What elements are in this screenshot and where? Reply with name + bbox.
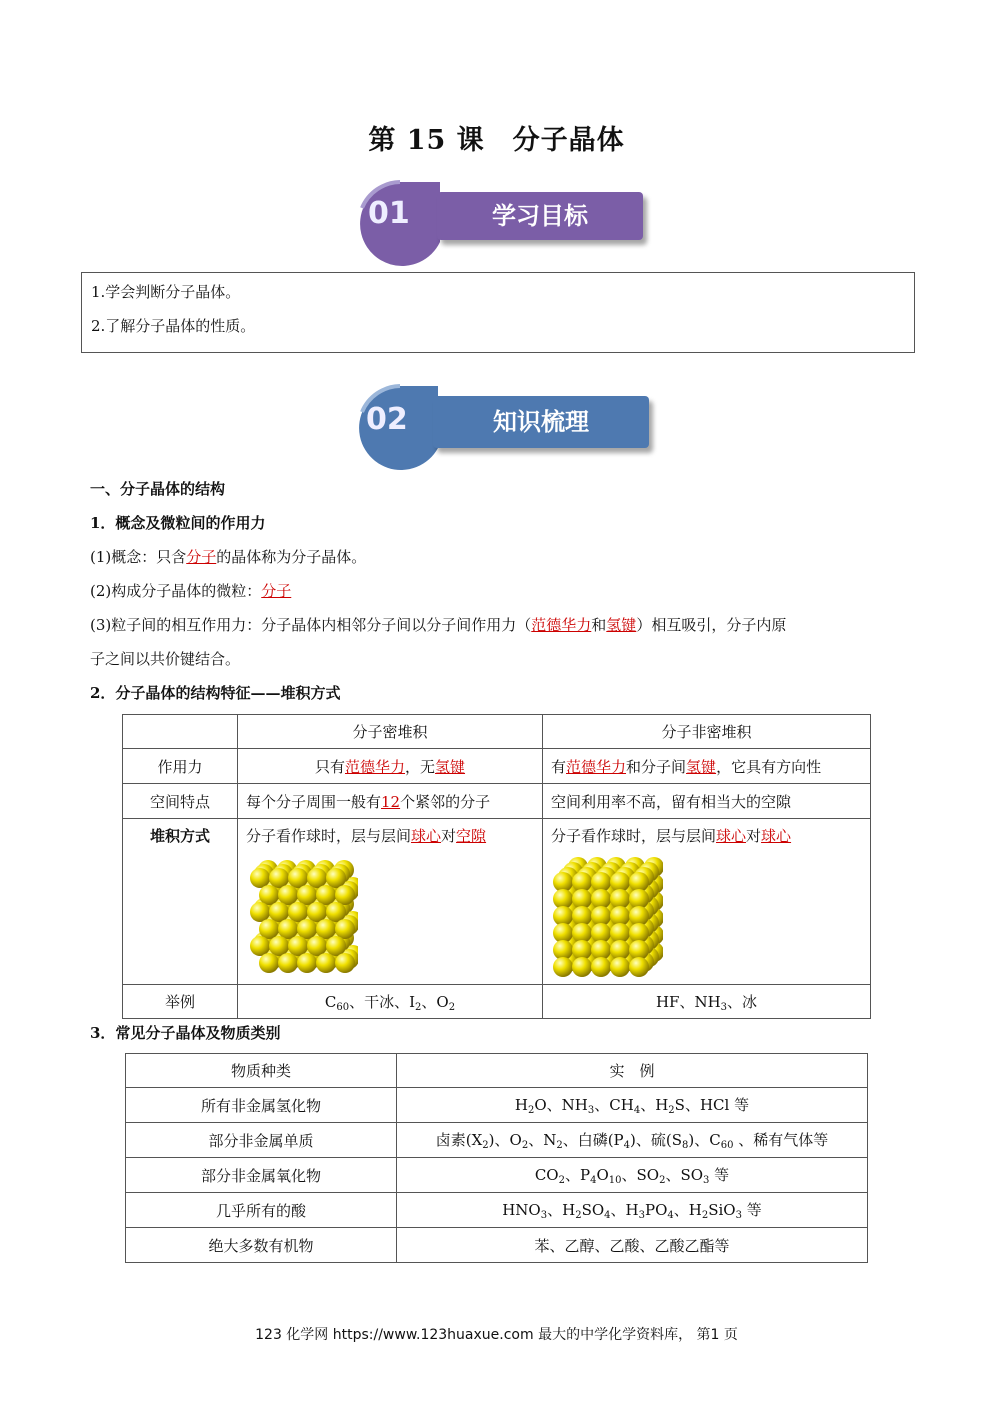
row-label: 堆积方式 (123, 819, 238, 985)
table-header: 分子非密堆积 (543, 715, 871, 749)
goal-item: 2.了解分子晶体的性质。 (91, 317, 256, 335)
example-cell: 苯、乙醇、乙酸、乙酸乙酯等 (397, 1228, 868, 1263)
sphere-mark (250, 902, 270, 922)
sphere-mark (288, 902, 308, 922)
sphere-mark (259, 919, 279, 939)
paragraph-forces (90, 614, 786, 635)
subsection-heading: 1．概念及微粒间的作用力 (90, 514, 266, 532)
category-cell: 部分非金属氧化物 (126, 1158, 397, 1193)
sphere-mark (326, 936, 346, 956)
text: ，它具有方向性 (716, 757, 822, 776)
answer-text: 氢键 (435, 757, 466, 776)
category-cell: 所有非金属氢化物 (126, 1088, 397, 1123)
sphere-mark (307, 902, 327, 922)
sphere-mark (335, 885, 355, 905)
example-cell: $H_2O$、$NH_3$、$CH_4$、$H_2S$、HCl 等 (397, 1088, 868, 1123)
banner-label: 知识梳理 (433, 396, 649, 448)
text: 对 (746, 827, 762, 845)
row-label: 空间特点 (123, 784, 238, 819)
sphere-mark (269, 868, 289, 888)
subsection-heading: 2．分子晶体的结构特征——堆积方式 (90, 684, 341, 702)
sphere-mark (297, 919, 317, 939)
stack-desc (246, 825, 534, 846)
sphere-mark (629, 957, 649, 977)
table-cell (238, 749, 543, 784)
sphere-mark (316, 953, 336, 973)
answer-text: 氢键 (686, 757, 717, 776)
table-cell (238, 819, 543, 985)
sphere-mark (553, 957, 573, 977)
table-header: 分子密堆积 (238, 715, 543, 749)
table-cell (123, 715, 238, 749)
table-header: 实 例 (397, 1054, 868, 1088)
example-cell: $C_{60}$、干冰、$I_2$、$O_2$ (238, 985, 543, 1019)
sphere-mark (326, 868, 346, 888)
example-cell: $HNO_3$、$H_2SO_4$、$H_3PO_4$、$H_2SiO_3$ 等 (397, 1193, 868, 1228)
banner-number: 02 (366, 402, 408, 437)
text: 有 (551, 757, 567, 776)
answer-text: 范德华力 (566, 757, 627, 776)
text: (3)粒子间的相互作用力：分子晶体内相邻分子间以分子间作用力（ (90, 616, 532, 634)
answer-text: 范德华力 (344, 757, 405, 776)
sphere-mark (572, 957, 592, 977)
substance-table (125, 1053, 868, 1263)
answer-text: 氢键 (606, 616, 637, 634)
row-label: 作用力 (123, 749, 238, 784)
table-cell (238, 784, 543, 819)
answer-text: 分子 (186, 548, 217, 566)
answer-text: 分子 (261, 582, 292, 600)
table-cell (543, 749, 871, 784)
sphere-mark (278, 919, 298, 939)
text: 每个分子周围一般有 (246, 792, 382, 811)
section-heading: 一、分子晶体的结构 (90, 480, 226, 498)
text: 对 (441, 827, 457, 845)
banner-label: 学习目标 (437, 192, 643, 240)
category-cell: 绝大多数有机物 (126, 1228, 397, 1263)
sphere-mark (307, 868, 327, 888)
section-banner-goals (340, 178, 650, 268)
sphere-mark (297, 885, 317, 905)
text: ）相互吸引，分子内原 (636, 616, 787, 634)
answer-text: 球心 (716, 827, 747, 845)
answer-text: 球心 (761, 827, 792, 845)
sphere-mark (335, 919, 355, 939)
sphere-mark (269, 902, 289, 922)
answer-text: 空隙 (456, 827, 487, 845)
section-banner-knowledge (338, 382, 648, 472)
stacking-table (122, 714, 871, 1019)
sphere-mark (250, 936, 270, 956)
sphere-mark (288, 936, 308, 956)
sphere-mark (288, 868, 308, 888)
sphere-mark (278, 885, 298, 905)
goal-item: 1.学会判断分子晶体。 (91, 283, 241, 301)
answer-text: 12 (381, 792, 401, 811)
sphere-mark (269, 936, 289, 956)
example-cell: HF、$NH_3$、冰 (543, 985, 871, 1019)
close-packing-image (246, 856, 358, 978)
text: (2)构成分子晶体的微粒： (90, 582, 262, 600)
example-cell: $CO_2$、$P_4O_{10}$、$SO_2$、$SO_3$ 等 (397, 1158, 868, 1193)
category-cell: 部分非金属单质 (126, 1123, 397, 1158)
table-cell (543, 819, 871, 985)
example-cell: 卤素$(X_2)$、$O_2$、$N_2$、白磷$(P_4)$、硫$(S_8)$、$C_{60}$ 、稀有气体等 (397, 1123, 868, 1158)
banner-number: 01 (368, 196, 410, 231)
sphere-mark (316, 919, 336, 939)
sphere-mark (610, 957, 630, 977)
sphere-mark (307, 936, 327, 956)
page-footer: 123 化学网 https://www.123huaxue.com 最大的中学化学资料库， 第1 页 (255, 1327, 738, 1343)
sphere-mark (259, 953, 279, 973)
text: 的晶体称为分子晶体。 (216, 548, 367, 566)
sphere-mark (259, 885, 279, 905)
non-close-packing-image (551, 856, 663, 978)
answer-text: 范德华力 (531, 616, 592, 634)
paragraph-concept (90, 546, 366, 567)
text: 和 (591, 616, 607, 634)
row-label: 举例 (123, 985, 238, 1019)
subsection-heading: 3．常见分子晶体及物质类别 (90, 1024, 281, 1042)
answer-text: 球心 (411, 827, 442, 845)
paragraph-forces-cont: 子之间以共价键结合。 (90, 650, 241, 668)
table-cell: 空间利用率不高，留有相当大的空隙 (543, 784, 871, 819)
learning-goals-box (81, 272, 915, 353)
text: ，无 (405, 757, 436, 776)
text: 只有 (314, 757, 345, 776)
sphere-mark (316, 885, 336, 905)
sphere-mark (326, 902, 346, 922)
paragraph-particles (90, 580, 291, 601)
sphere-mark (250, 868, 270, 888)
table-header: 物质种类 (126, 1054, 397, 1088)
text: (1)概念：只含 (90, 548, 187, 566)
sphere-mark (297, 953, 317, 973)
text: 个紧邻的分子 (400, 792, 491, 811)
stack-desc (551, 825, 862, 846)
category-cell: 几乎所有的酸 (126, 1193, 397, 1228)
text: 分子看作球时，层与层间 (551, 827, 717, 845)
sphere-mark (335, 953, 355, 973)
sphere-mark (278, 953, 298, 973)
page-title: 第 15 课 分子晶体 (368, 125, 625, 156)
text: 分子看作球时，层与层间 (246, 827, 412, 845)
text: 和分子间 (626, 757, 687, 776)
sphere-mark (591, 957, 611, 977)
